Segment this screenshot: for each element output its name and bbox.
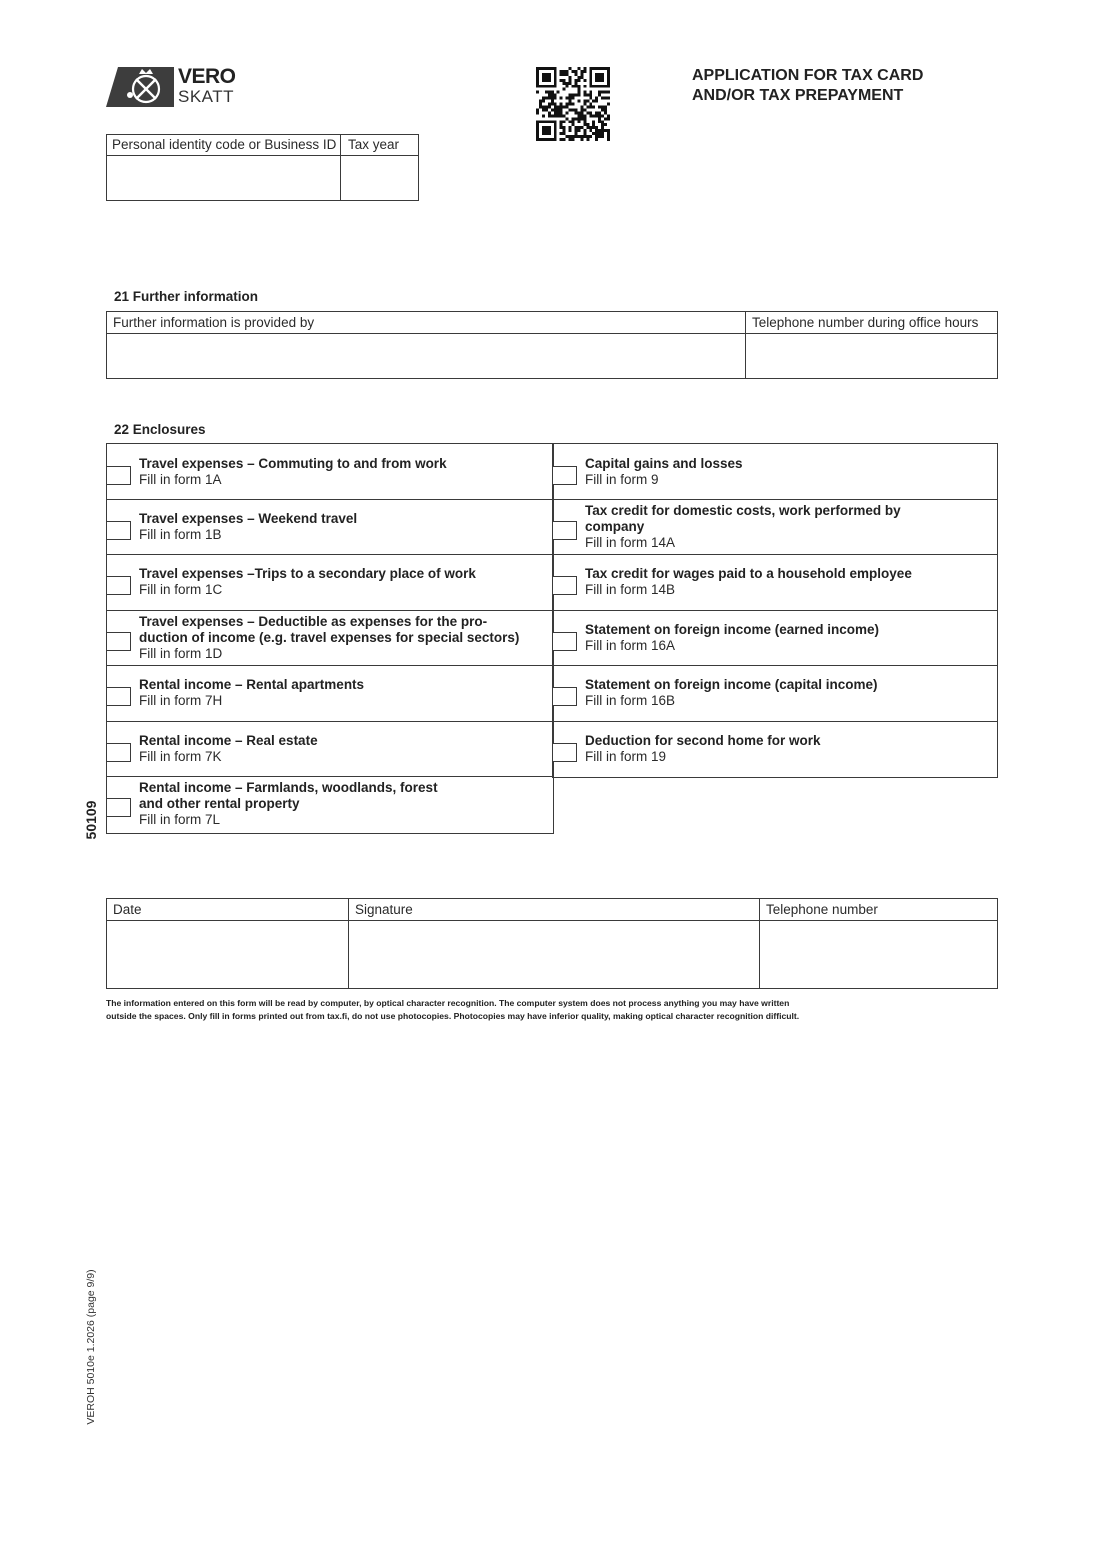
further-information-box bbox=[106, 311, 998, 379]
enclosure-title-line: Tax credit for domestic costs, work performed by bbox=[585, 502, 901, 518]
enclosure-form-ref: Fill in form 1B bbox=[139, 526, 222, 542]
section-22-title: 22 Enclosures bbox=[114, 422, 206, 437]
enclosure-title-line: company bbox=[585, 518, 645, 534]
enclosure-form-ref: Fill in form 7L bbox=[139, 812, 221, 827]
form-title-line-1: APPLICATION FOR TAX CARD bbox=[692, 67, 924, 84]
form-code-text: 50109 bbox=[83, 800, 99, 840]
enclosure-form-ref: Fill in form 1C bbox=[139, 582, 223, 597]
enclosure-form-ref: Fill in form 14A bbox=[585, 534, 676, 550]
enclosure-checkbox-9[interactable] bbox=[553, 466, 577, 485]
enclosure-item-16b bbox=[553, 665, 997, 721]
enclosure-checkbox-16a[interactable] bbox=[553, 632, 577, 651]
signature-label: Signature bbox=[355, 902, 413, 917]
ocr-footnote-line-2: outside the spaces. Only fill in forms printed out from tax.fi, do not use photocopies. Photocopies may have inferior quality, making optical character recognition difficult. bbox=[106, 1011, 800, 1021]
enclosure-form-ref: Fill in form 7K bbox=[139, 748, 222, 764]
enclosure-checkbox-14a[interactable] bbox=[553, 521, 577, 540]
enclosure-checkbox-7k[interactable] bbox=[107, 743, 131, 762]
telephone-label: Telephone number bbox=[766, 902, 878, 917]
enclosure-form-ref: Fill in form 16B bbox=[585, 693, 676, 708]
date-label: Date bbox=[113, 902, 142, 917]
enclosure-title: Travel expenses – Commuting to and from work bbox=[139, 455, 447, 471]
enclosure-item-16a bbox=[553, 610, 997, 665]
further-info-provided-by-field[interactable] bbox=[107, 335, 744, 377]
logo-vero-text: VERO bbox=[178, 65, 236, 88]
enclosure-checkbox-1b[interactable] bbox=[107, 521, 131, 540]
enclosure-form-ref: Fill in form 1A bbox=[139, 471, 222, 487]
enclosure-checkbox-16b[interactable] bbox=[553, 687, 577, 706]
tax-year-field[interactable] bbox=[342, 157, 417, 199]
enclosure-form-ref: Fill in form 7H bbox=[139, 693, 223, 708]
enclosure-checkbox-1d[interactable] bbox=[107, 632, 131, 651]
enclosures-left-column bbox=[106, 443, 554, 834]
vero-skatt-logo bbox=[106, 66, 246, 110]
ocr-footnote-line-1: The information entered on this form will be read by computer, by optical character recognition. The computer system does not process anything you may have written bbox=[106, 998, 790, 1008]
telephone-field[interactable] bbox=[761, 922, 996, 987]
enclosures-right-column bbox=[552, 443, 998, 778]
enclosure-title: Rental income – Rental apartments bbox=[139, 677, 365, 692]
form-title bbox=[692, 66, 923, 106]
enclosure-title: Statement on foreign income (earned income) bbox=[585, 621, 880, 637]
qr-code-icon bbox=[536, 67, 610, 141]
enclosure-checkbox-14b[interactable] bbox=[553, 576, 577, 595]
office-hours-telephone-label: Telephone number during office hours bbox=[752, 315, 979, 330]
enclosure-form-ref: Fill in form 16A bbox=[585, 637, 676, 653]
enclosure-item-7h bbox=[107, 665, 553, 721]
date-field[interactable] bbox=[107, 922, 347, 987]
personal-id-field[interactable] bbox=[107, 157, 339, 199]
section-21-title: 21 Further information bbox=[114, 289, 259, 304]
enclosure-item-14a bbox=[553, 499, 997, 554]
enclosure-title: Deduction for second home for work bbox=[585, 732, 821, 748]
enclosure-title-line: Rental income – Farmlands, woodlands, forest bbox=[139, 780, 438, 795]
enclosure-item-7l bbox=[107, 776, 553, 832]
enclosure-item-9 bbox=[553, 444, 997, 499]
enclosure-form-ref: Fill in form 1D bbox=[139, 645, 223, 661]
vero-logo-emblem-icon bbox=[106, 67, 174, 107]
office-hours-telephone-field[interactable] bbox=[747, 335, 996, 377]
enclosure-title: Capital gains and losses bbox=[585, 455, 743, 471]
signature-box bbox=[106, 898, 998, 989]
enclosure-checkbox-19[interactable] bbox=[553, 743, 577, 762]
enclosure-title-line: duction of income (e.g. travel expenses for special sectors) bbox=[139, 629, 520, 645]
logo-skatt-text: SKATT bbox=[178, 87, 235, 106]
enclosure-form-ref: Fill in form 9 bbox=[585, 471, 659, 487]
tax-year-label: Tax year bbox=[348, 137, 400, 152]
personal-id-label: Personal identity code or Business ID bbox=[112, 137, 337, 152]
enclosure-item-1b bbox=[107, 499, 553, 554]
further-info-provided-by-label: Further information is provided by bbox=[113, 315, 315, 330]
enclosure-title: Statement on foreign income (capital income) bbox=[585, 677, 878, 692]
enclosure-form-ref: Fill in form 14B bbox=[585, 582, 676, 597]
enclosure-title: Tax credit for wages paid to a household employee bbox=[585, 566, 912, 581]
enclosure-title-line: Travel expenses – Deductible as expenses for the pro- bbox=[139, 613, 488, 629]
enclosure-checkbox-1a[interactable] bbox=[107, 466, 131, 485]
enclosure-title: Travel expenses – Weekend travel bbox=[139, 510, 358, 526]
enclosure-checkbox-7l[interactable] bbox=[107, 798, 131, 817]
enclosure-title: Rental income – Real estate bbox=[139, 732, 318, 748]
enclosure-item-19 bbox=[553, 721, 997, 776]
enclosure-item-1c bbox=[107, 554, 553, 610]
enclosure-title: Travel expenses –Trips to a secondary place of work bbox=[139, 566, 476, 581]
signature-field[interactable] bbox=[350, 922, 758, 987]
identity-box bbox=[106, 134, 419, 201]
enclosure-item-7k bbox=[107, 721, 553, 776]
enclosure-item-14b bbox=[553, 554, 997, 610]
ocr-footnote bbox=[106, 997, 1006, 1023]
form-version bbox=[84, 1262, 98, 1432]
form-code bbox=[82, 797, 100, 843]
enclosure-item-1d bbox=[107, 610, 553, 665]
form-title-line-2: AND/OR TAX PREPAYMENT bbox=[692, 87, 904, 104]
enclosure-title-line: and other rental property bbox=[139, 796, 300, 811]
enclosure-form-ref: Fill in form 19 bbox=[585, 748, 667, 764]
enclosure-item-1a bbox=[107, 444, 553, 499]
form-version-text: VEROH 5010e 1.2026 (page 9/9) bbox=[85, 1269, 97, 1425]
enclosure-checkbox-1c[interactable] bbox=[107, 576, 131, 595]
enclosure-checkbox-7h[interactable] bbox=[107, 687, 131, 706]
